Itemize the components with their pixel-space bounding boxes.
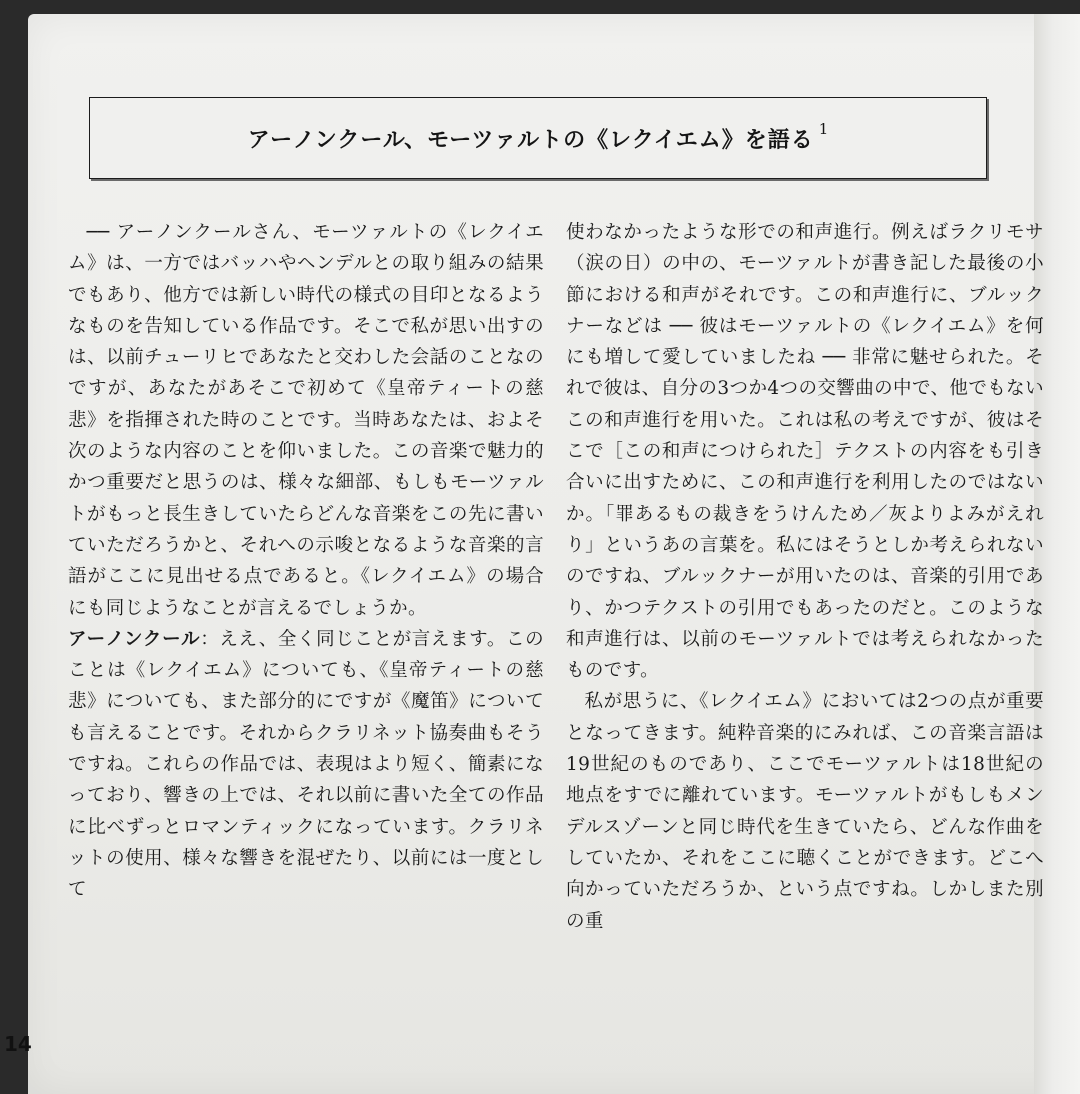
speaker-name: アーノンクール: [68, 628, 201, 650]
speaker-separator: ：: [200, 628, 220, 650]
right-paragraph-1: 使わなかったような形での和声進行。例えばラクリモサ（涙の日）の中の、モーツァルトが書き記した最後の小節における和声がそれです。この和声進行に、ブルックナーなどは ── 彼はモーツァルトの《レクイエム》を何にも増して愛していましたね ── 非常に魅せられた。それで彼は、自分の3つか4つの交響曲の中で、他でもないこの和声進行を用いた。これは私の考えですが、彼はそこで［この和声につけられた］テクストの内容をも引き合いに出すために、この和声進行を利用したのではないか。「罪あるもの裁きをうけんため／灰よりよみがえれり」というあの言葉を。私にはそうとしか考えられないのですね、ブルックナーが用いたのは、音楽的引用であり、かつテクストの引用でもあったのだと。このような和声進行は、以前のモーツァルトでは考えられなかったものです。: [566, 222, 1044, 682]
title-box: [89, 97, 987, 179]
interviewer-question: ── アーノンクールさん、モーツァルトの《レクイエム》は、一方ではバッハやヘンデルとの取り組みの結果でもあり、他方では新しい時代の様式の目印となるようなものを告知している作品です。そこで私が思い出すのは、以前チューリヒであなたと交わした会話のことなのですが、あなたがあそこで初めて《皇帝ティートの慈悲》を指揮された時のことです。当時あなたは、およそ次のような内容のことを仰いました。この音楽で魅力的かつ重要だと思うのは、様々な細部、もしもモーツァルトがもっと長生きしていたらどんな音楽をこの先に書いていただろうかと、それへの示唆となるような音楽的言語がここに見出せる点であると。《レクイエム》の場合にも同じようなことが言えるでしょうか。: [68, 222, 544, 619]
right-column: [566, 217, 1044, 937]
left-column: [68, 217, 544, 906]
right-paragraph-2: 私が思うに、《レクイエム》においては2つの点が重要となってきます。純粋音楽的にみれば、この音楽言語は19世紀のものであり、ここでモーツァルトは18世紀の地点をすでに離れています。モーツァルトがもしもメンデルスゾーンと同じ時代を生きていたら、どんな作曲をしていたか、それをここに聴くことができます。どこへ向かっていただろうか、という点ですね。しかしまた別の重: [566, 691, 1044, 932]
answer-text: ええ、全く同じことが言えます。このことは《レクイエム》についても、《皇帝ティートの慈悲》についても、また部分的にですが《魔笛》についても言えることです。それからクラリネット協奏曲もそうですね。これらの作品では、表現はより短く、簡素になっており、響きの上では、それ以前に書いた全ての作品に比べずっとロマンティックになっています。クラリネットの使用、様々な響きを混ぜたり、以前には一度として: [68, 628, 544, 901]
page-number: 14: [4, 1032, 32, 1056]
booklet-page: [4, 14, 1080, 1094]
footnote-marker: 1: [818, 120, 829, 138]
answer-paragraph: [68, 624, 544, 906]
page-title: アーノンクール、モーツァルトの《レクイエム》を語る: [247, 127, 814, 153]
